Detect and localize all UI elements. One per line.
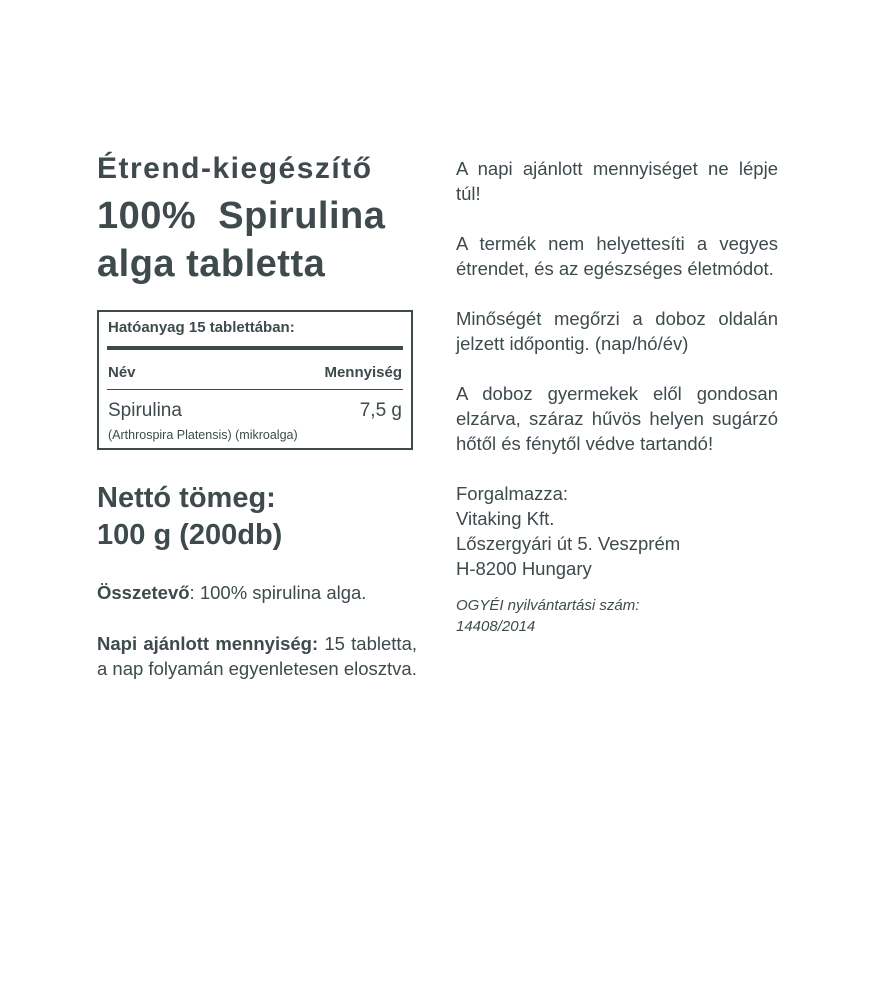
storage-note: A doboz gyermekek elől gondosan elzárva, száraz hűvös helyen sugárzó hőtől és fénytől védve tartandó! <box>456 383 778 454</box>
net-weight-label: Nettó tömeg: <box>97 482 276 514</box>
left-column <box>97 148 423 681</box>
nutrition-thick-divider <box>107 346 403 350</box>
distributor-address: Lőszergyári út 5. Veszprém <box>456 533 681 554</box>
daily-dose-label: Napi ajánlott mennyiség: <box>97 633 319 654</box>
nutrition-table <box>97 310 413 450</box>
diet-note: A termék nem helyettesíti a vegyes étrendet, és az egészséges életmódot. <box>456 233 778 279</box>
product-title-line-2: alga tabletta <box>97 243 326 285</box>
best-before-note: Minőségét megőrzi a doboz oldalán jelzett időpontig. (nap/hó/év) <box>456 308 778 354</box>
daily-dose <box>97 631 423 681</box>
nutrition-column-name: Név <box>108 364 136 381</box>
registration-number: 14408/2014 <box>456 618 536 635</box>
right-column <box>456 156 778 637</box>
dose-warning: A napi ajánlott mennyiséget ne lépje túl! <box>456 158 778 204</box>
daily-dose-text: 15 tabletta, a nap folyamán egyenletesen elosztva. <box>97 633 423 679</box>
distributor-label: Forgalmazza: <box>456 483 569 504</box>
registration-label: OGYÉI nyilvántartási szám: <box>456 597 640 614</box>
nutrition-scientific-name: (Arthrospira Platensis) (mikroalga) <box>108 428 298 442</box>
net-weight <box>97 480 417 554</box>
distributor <box>456 481 778 581</box>
nutrition-amount: 7,5 g <box>359 400 402 421</box>
product-title-line-1: 100% Spirulina <box>97 195 386 237</box>
net-weight-value: 100 g (200db) <box>97 519 283 551</box>
nutrition-ingredient: Spirulina <box>108 400 182 421</box>
composition-text: : 100% spirulina alga. <box>189 582 367 603</box>
nutrition-heading: Hatóanyag 15 tablettában: <box>108 319 295 336</box>
distributor-company: Vitaking Kft. <box>456 508 555 529</box>
composition <box>97 580 417 605</box>
distributor-postal: H-8200 Hungary <box>456 558 592 579</box>
product-title <box>97 192 417 288</box>
nutrition-thin-divider <box>107 389 403 390</box>
nutrition-column-amount: Mennyiség <box>324 364 402 381</box>
composition-label: Összetevő <box>97 582 190 603</box>
registration <box>456 595 778 637</box>
product-category: Étrend-kiegészítő <box>97 152 373 185</box>
